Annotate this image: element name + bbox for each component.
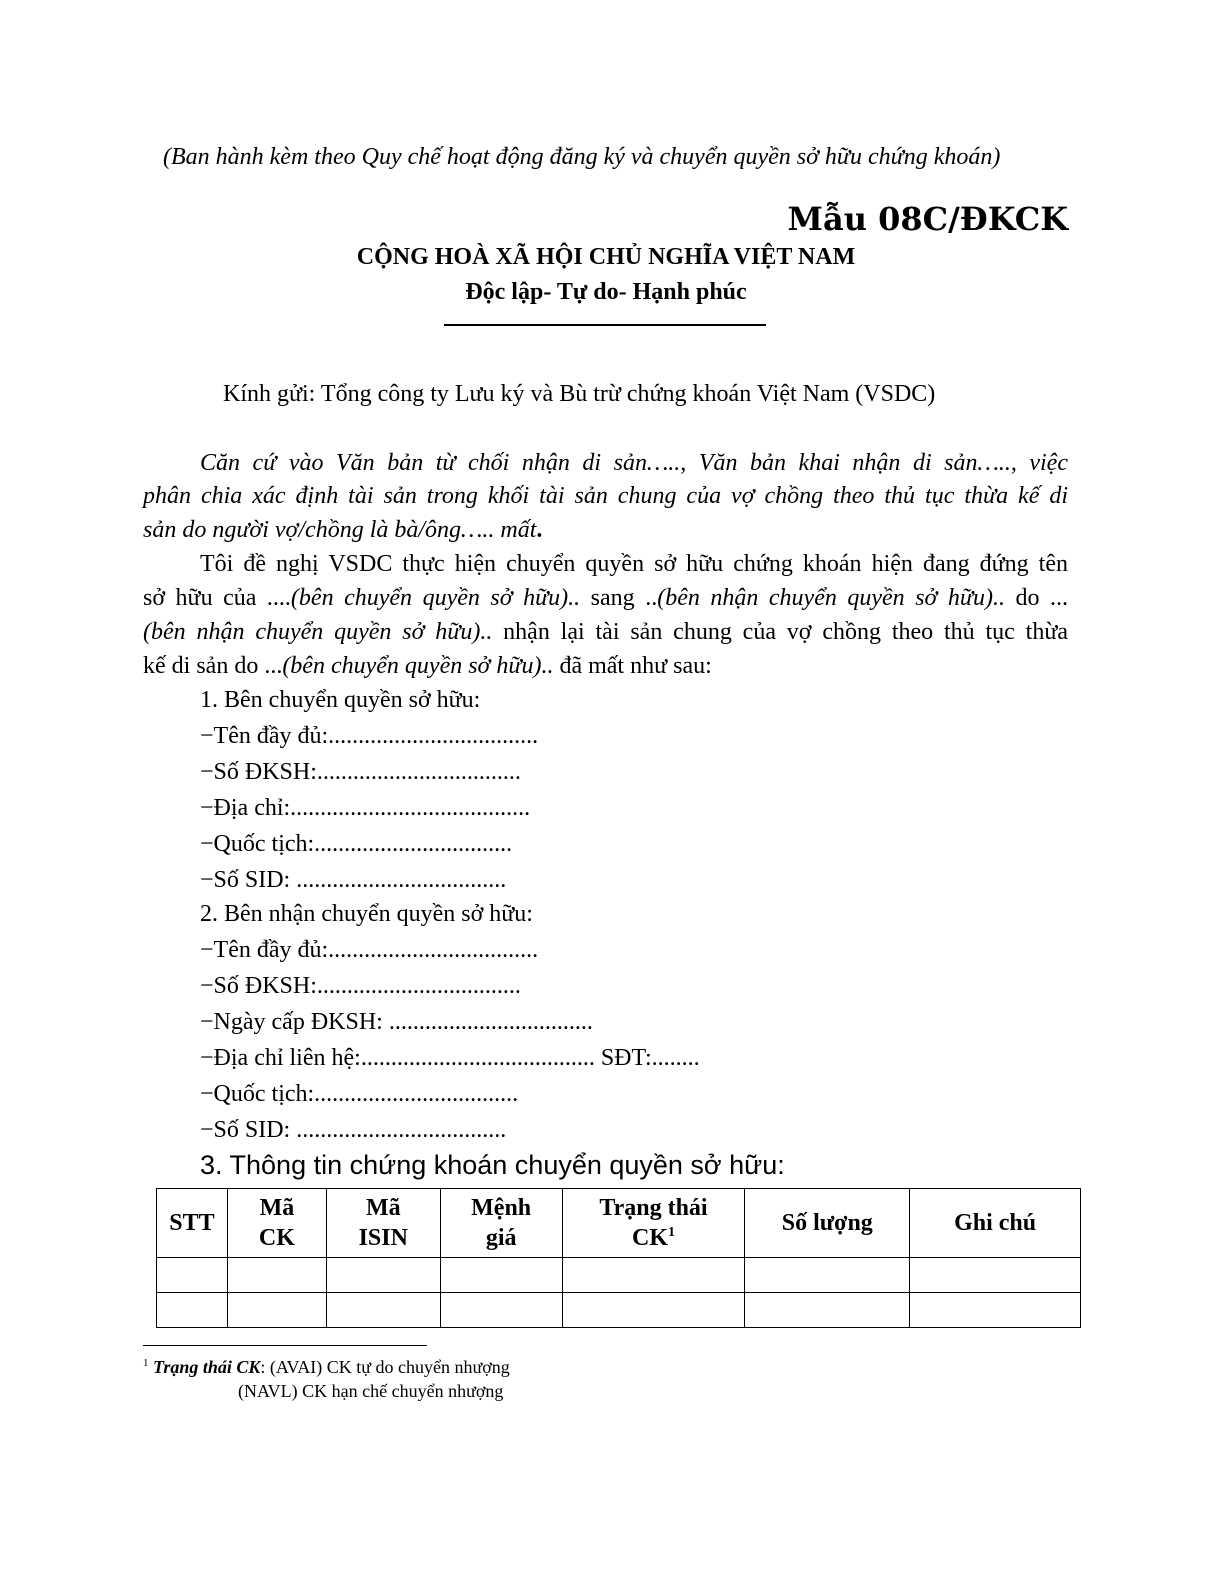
table-cell [326, 1258, 440, 1293]
footnote-ref: 1 [667, 1225, 675, 1240]
table-cell [157, 1293, 228, 1328]
table-cell [440, 1258, 562, 1293]
col-menh-gia [440, 1189, 562, 1258]
request-text-2e: do ... [1004, 585, 1069, 611]
securities-table [156, 1188, 1081, 1328]
footnote [143, 1357, 510, 1378]
basis-period: . [536, 517, 543, 543]
section1-sid: −Số SID: ................................... [200, 867, 507, 893]
basis-text-1: Căn cứ vào Văn bản từ chối nhận di sản….., Văn bản khai nhận di sản….., việc [200, 450, 1068, 476]
col-menh-gia-label-1: Mệnh [471, 1195, 532, 1221]
col-so-luong-label: Số lượng [781, 1210, 873, 1236]
col-so-luong [745, 1189, 910, 1258]
table-cell [227, 1293, 326, 1328]
recipient: Kính gửi: Tổng công ty Lưu ký và Bù trừ chứng khoán Việt Nam (VSDC) [223, 381, 936, 407]
nation-title: CỘNG HOÀ XÃ HỘI CHỦ NGHĨA VIỆT NAM [356, 244, 856, 270]
footnote-line-2: (NAVL) CK hạn chế chuyển nhượng [238, 1381, 504, 1401]
col-isin [326, 1189, 440, 1258]
col-trang-thai [562, 1189, 745, 1258]
footnote-label: Trạng thái CK [153, 1357, 261, 1377]
col-isin-label-1: Mã [365, 1195, 401, 1221]
col-ma-ck [227, 1189, 326, 1258]
footnote-mark: 1 [143, 1357, 149, 1369]
col-trang-thai-label-1: Trạng thái [599, 1195, 708, 1221]
issued-note: (Ban hành kèm theo Quy chế hoạt động đăng ký và chuyển quyền sở hữu chứng khoán) [163, 144, 1001, 170]
section1-nationality: −Quốc tịch:................................. [200, 831, 513, 857]
table-header-row [157, 1189, 1081, 1258]
basis-line-3 [143, 517, 1068, 544]
request-text-4a: kế di sản do ... [143, 653, 283, 679]
request-text-4b: (bên chuyển quyền sở hữu).. [282, 653, 554, 679]
section1-full-name: −Tên đầy đủ:................................... [200, 723, 539, 749]
request-line-1 [200, 551, 1068, 578]
request-text-3b: nhận lại tài sản chung của vợ chồng theo thủ tục thừa [492, 619, 1068, 645]
basis-line-2 [143, 483, 1068, 510]
col-stt-label: STT [169, 1210, 215, 1236]
section2-sid: −Số SID: ................................... [200, 1117, 507, 1143]
motto-underline [444, 324, 766, 326]
table-cell [440, 1293, 562, 1328]
table-cell [910, 1258, 1081, 1293]
col-stt [157, 1189, 228, 1258]
section1-dksh: −Số ĐKSH:.................................. [200, 759, 521, 785]
col-menh-gia-label-2: giá [485, 1225, 517, 1251]
request-text-2d: (bên nhận chuyển quyền sở hữu).. [657, 585, 1005, 611]
section2-issue-date: −Ngày cấp ĐKSH: .................................. [200, 1009, 593, 1035]
footnote-line-1: : (AVAI) CK tự do chuyển nhượng [260, 1357, 510, 1377]
table-cell [910, 1293, 1081, 1328]
request-text-2c: sang .. [580, 585, 658, 611]
request-text-4c: đã mất như sau: [553, 653, 712, 679]
request-line-3 [143, 619, 1068, 646]
col-ma-ck-label-1: Mã [259, 1195, 295, 1221]
section1-address: −Địa chỉ:........................................ [200, 795, 531, 821]
basis-text-2: phân chia xác định tài sản trong khối tài sản chung của vợ chồng theo thủ tục thừa kế di [143, 483, 1068, 509]
table-row [157, 1258, 1081, 1293]
col-ma-ck-label-2: CK [258, 1225, 295, 1251]
section2-full-name: −Tên đầy đủ:................................... [200, 937, 539, 963]
section2-dksh: −Số ĐKSH:.................................. [200, 973, 521, 999]
table-row [157, 1293, 1081, 1328]
request-text-2b: (bên chuyển quyền sở hữu).. [290, 585, 581, 611]
footnote-separator [143, 1345, 427, 1346]
section2-nationality: −Quốc tịch:.................................. [200, 1081, 519, 1107]
section2-address-phone: −Địa chỉ liên hệ:....................................... SĐT:........ [200, 1045, 700, 1071]
table-cell [745, 1258, 910, 1293]
table-cell [562, 1293, 745, 1328]
table-cell [157, 1258, 228, 1293]
section1-title: 1. Bên chuyển quyền sở hữu: [200, 687, 481, 713]
section3-title: 3. Thông tin chứng khoán chuyển quyền sở hữu: [200, 1150, 785, 1180]
form-code: Mẫu 08C/ĐKCK [787, 200, 1068, 238]
table-cell [326, 1293, 440, 1328]
col-trang-thai-label-2: CK [631, 1225, 668, 1251]
col-isin-label-2: ISIN [358, 1225, 408, 1251]
basis-text-3: sản do người vợ/chồng là bà/ông….. mất [143, 517, 537, 543]
table-cell [745, 1293, 910, 1328]
request-text-2a: sở hữu của .... [143, 585, 291, 611]
request-text-1: Tôi đề nghị VSDC thực hiện chuyển quyền sở hữu chứng khoán hiện đang đứng tên [200, 551, 1068, 577]
section2-title: 2. Bên nhận chuyển quyền sở hữu: [200, 901, 533, 927]
table-cell [562, 1258, 745, 1293]
request-text-3a: (bên nhận chuyển quyền sở hữu).. [143, 619, 493, 645]
col-ghi-chu-label: Ghi chú [954, 1210, 1037, 1236]
col-ghi-chu [910, 1189, 1081, 1258]
motto: Độc lập- Tự do- Hạnh phúc [465, 279, 747, 305]
table-cell [227, 1258, 326, 1293]
request-line-2 [143, 585, 1068, 612]
basis-line-1 [200, 450, 1068, 477]
request-line-4 [143, 653, 1068, 680]
